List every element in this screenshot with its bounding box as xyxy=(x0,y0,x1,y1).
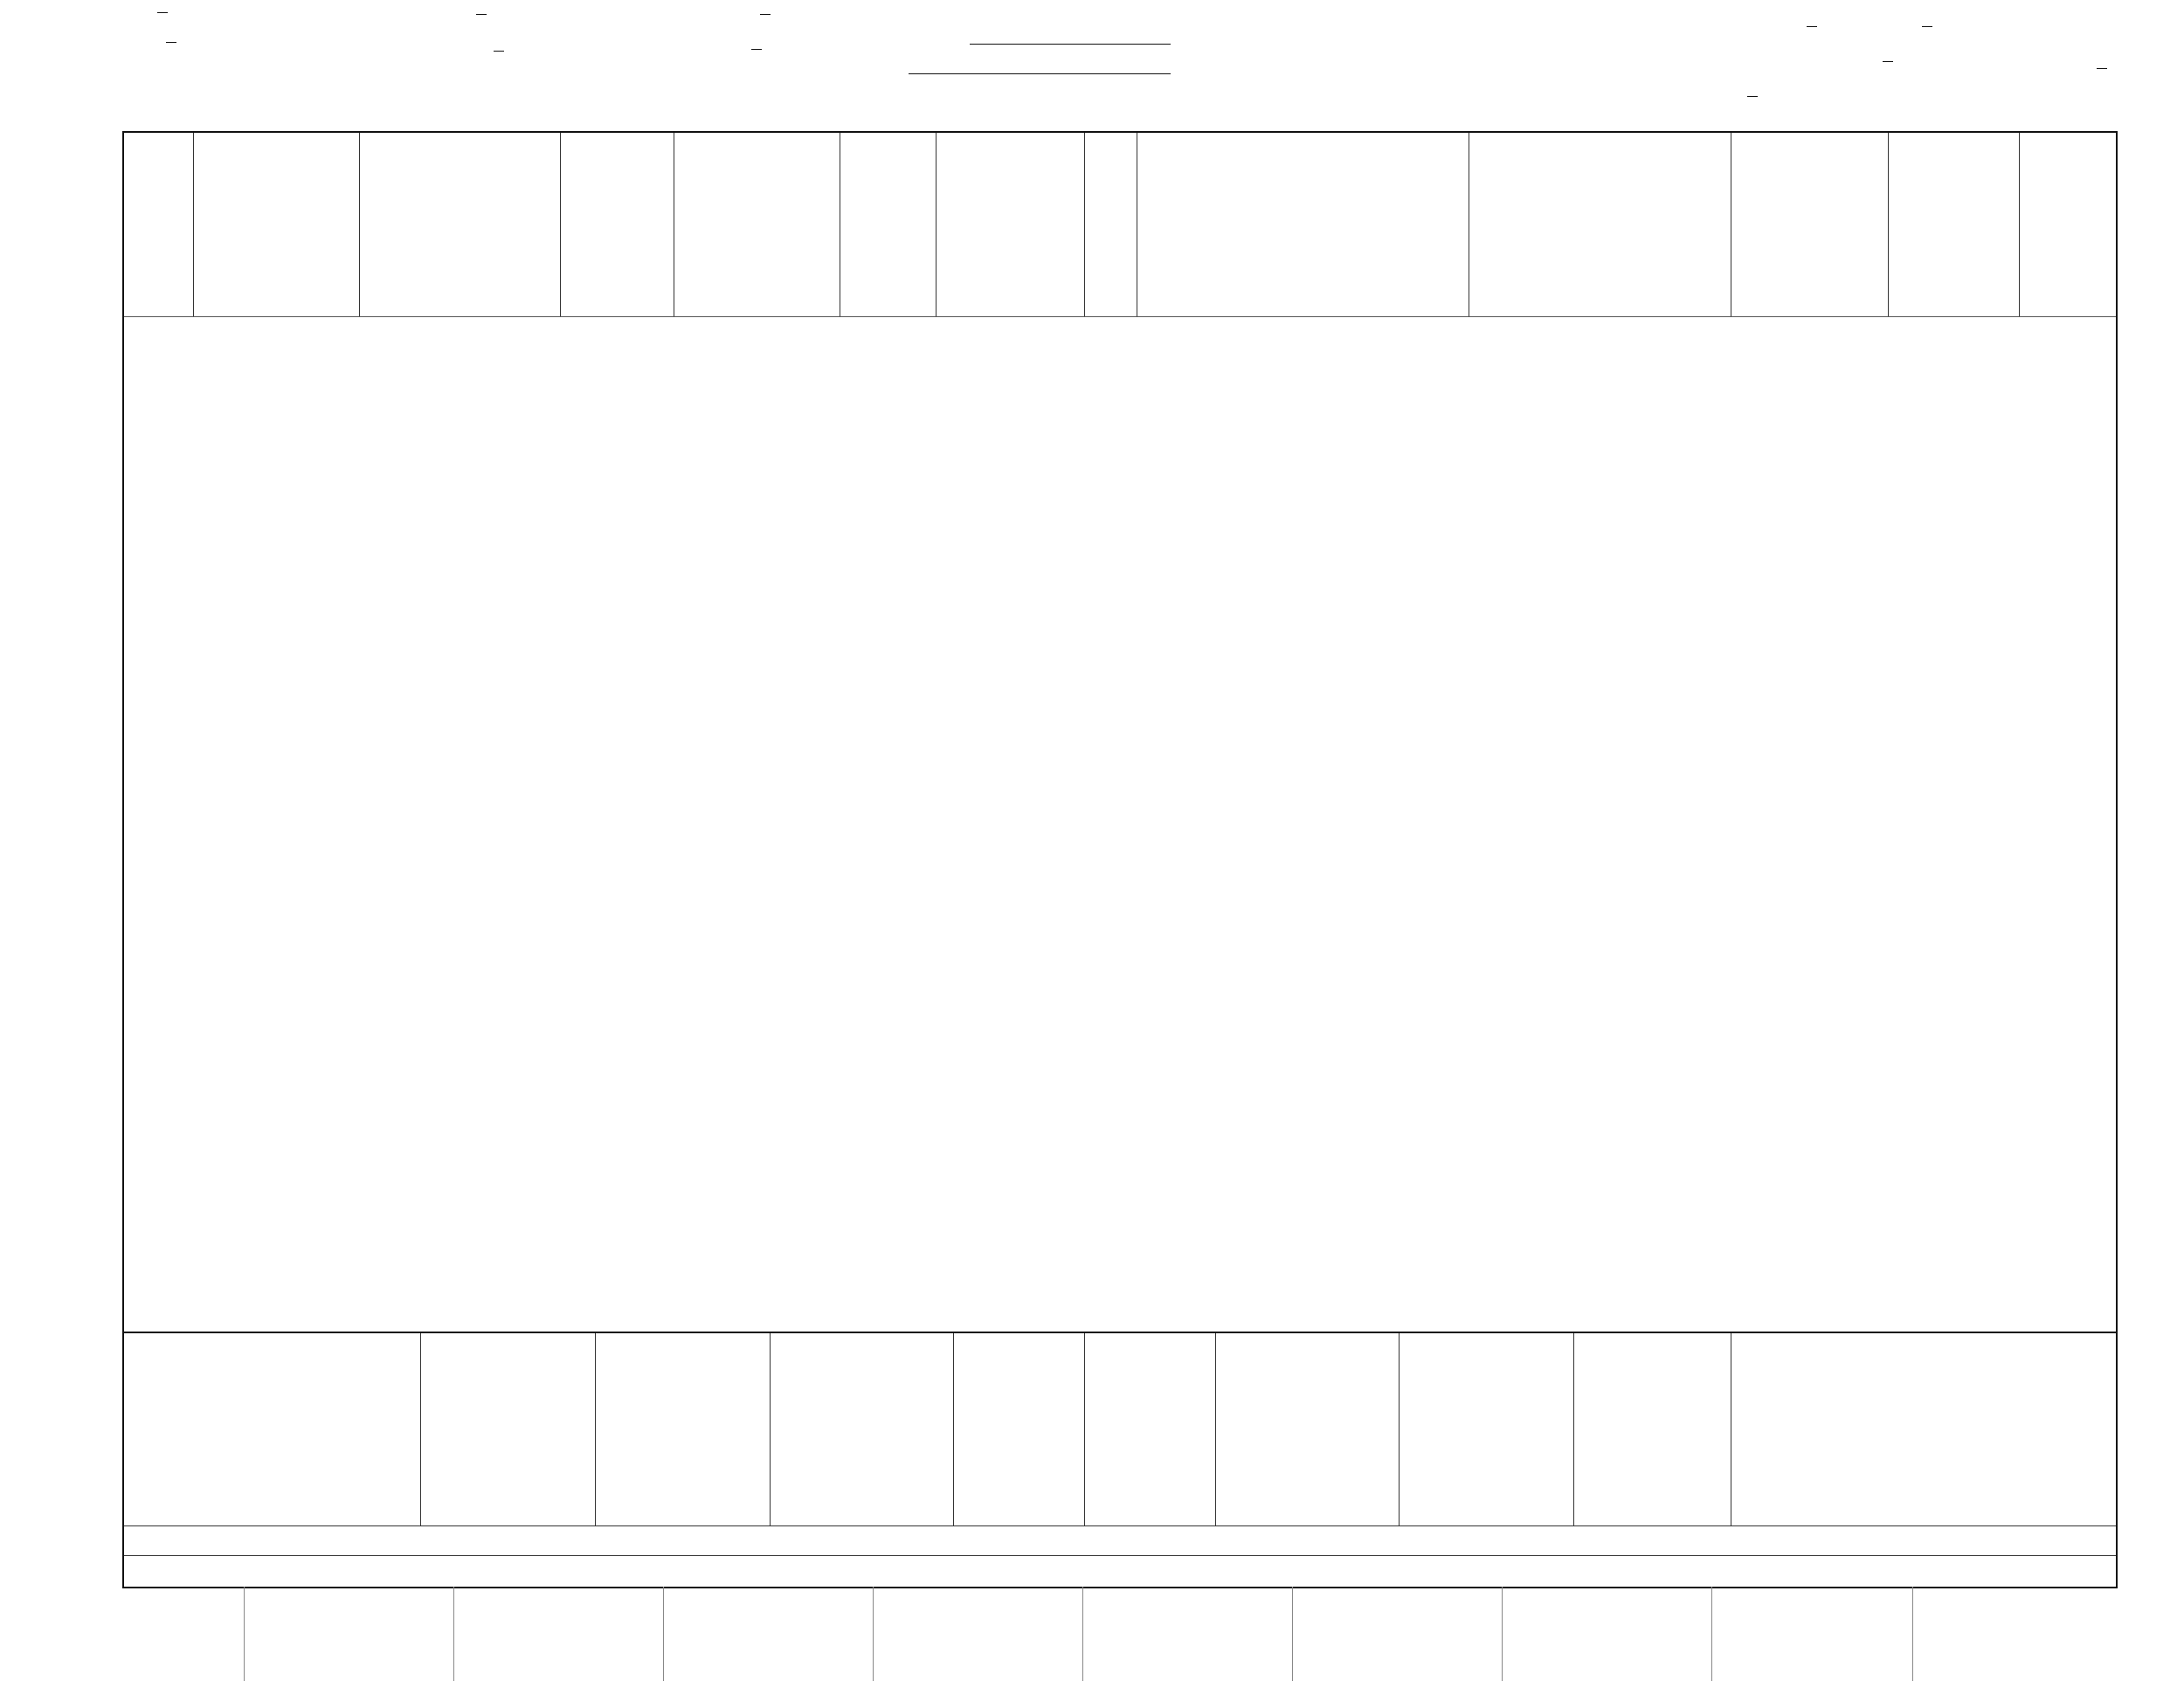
supp-row-14 xyxy=(124,1525,2116,1556)
supp-line-number xyxy=(124,1556,154,1584)
supp-col-social-security xyxy=(1085,1333,1216,1525)
supp-col-veterans xyxy=(954,1333,1085,1525)
col-personal xyxy=(674,133,840,316)
ed-value xyxy=(1922,26,1932,27)
sheet-value xyxy=(2097,68,2107,69)
unincorporated-line xyxy=(970,44,1171,45)
note-school-grade xyxy=(874,1587,1083,1681)
supp-col-usual-ind xyxy=(1400,1333,1574,1525)
supp-name xyxy=(159,1526,412,1554)
col-relation xyxy=(561,133,674,316)
supp-tongue xyxy=(814,1526,945,1554)
enumerator-signature xyxy=(1747,96,1758,97)
col-employment xyxy=(1469,133,1731,316)
note-class-worker xyxy=(1712,1587,1913,1681)
note-citizenship xyxy=(1083,1587,1293,1681)
incorporated-value xyxy=(476,14,487,15)
col-household xyxy=(194,133,360,316)
note-value-home xyxy=(245,1587,454,1681)
supp-name xyxy=(159,1556,412,1584)
notes-title xyxy=(122,1587,245,1681)
supp-father xyxy=(425,1556,591,1584)
supp-veteran xyxy=(963,1526,1033,1554)
header-divider xyxy=(124,316,2116,317)
supp-col-mother xyxy=(596,1333,771,1525)
supp-age-married xyxy=(1635,1556,1679,1584)
county-value xyxy=(166,42,176,43)
note-age xyxy=(664,1587,874,1681)
supp-mother xyxy=(600,1556,766,1584)
supp-col-usual-occ xyxy=(1216,1333,1400,1525)
block-value xyxy=(751,49,762,50)
supp-col-name xyxy=(142,1333,421,1525)
population-grid xyxy=(122,131,2118,1333)
supp-social-security xyxy=(1094,1526,1164,1554)
supp-usual-occupation xyxy=(1225,1556,1391,1584)
supp-col-women xyxy=(1574,1333,1731,1525)
supp-col-office xyxy=(1731,1333,2116,1525)
explanatory-notes xyxy=(122,1587,2114,1683)
supp-veteran xyxy=(963,1556,1033,1584)
col-name xyxy=(360,133,561,316)
col-occupation xyxy=(1731,133,1889,316)
col-education xyxy=(840,133,936,316)
township-value xyxy=(494,51,504,52)
supp-mother xyxy=(600,1526,766,1554)
enumerated-date xyxy=(1883,61,1893,62)
col-citizenship xyxy=(1085,133,1137,316)
supp-line-number xyxy=(124,1526,154,1554)
note-hours xyxy=(1503,1587,1712,1681)
supp-children xyxy=(1688,1556,1723,1584)
supplementary-section xyxy=(122,1332,2118,1588)
supp-usual-industry xyxy=(1408,1556,1565,1584)
note-military xyxy=(1913,1587,2114,1681)
col-income xyxy=(2020,133,2116,316)
supp-social-security xyxy=(1094,1556,1164,1584)
supp-col-tongue xyxy=(771,1333,954,1525)
supp-row-29 xyxy=(124,1555,2116,1586)
col-residence-1935 xyxy=(1137,133,1469,316)
col-location xyxy=(124,133,194,316)
state-value xyxy=(157,12,168,13)
supp-tongue xyxy=(814,1556,945,1584)
note-color-race xyxy=(454,1587,664,1681)
supp-married-more xyxy=(1583,1556,1627,1584)
supp-father xyxy=(425,1526,591,1554)
col-birthplace xyxy=(936,133,1085,316)
col-industry xyxy=(1889,133,2020,316)
institution-line xyxy=(909,73,1171,74)
supp-col-father xyxy=(421,1333,596,1525)
note-at-work xyxy=(1293,1587,1503,1681)
ward-value xyxy=(760,14,771,15)
sd-value xyxy=(1807,26,1817,27)
